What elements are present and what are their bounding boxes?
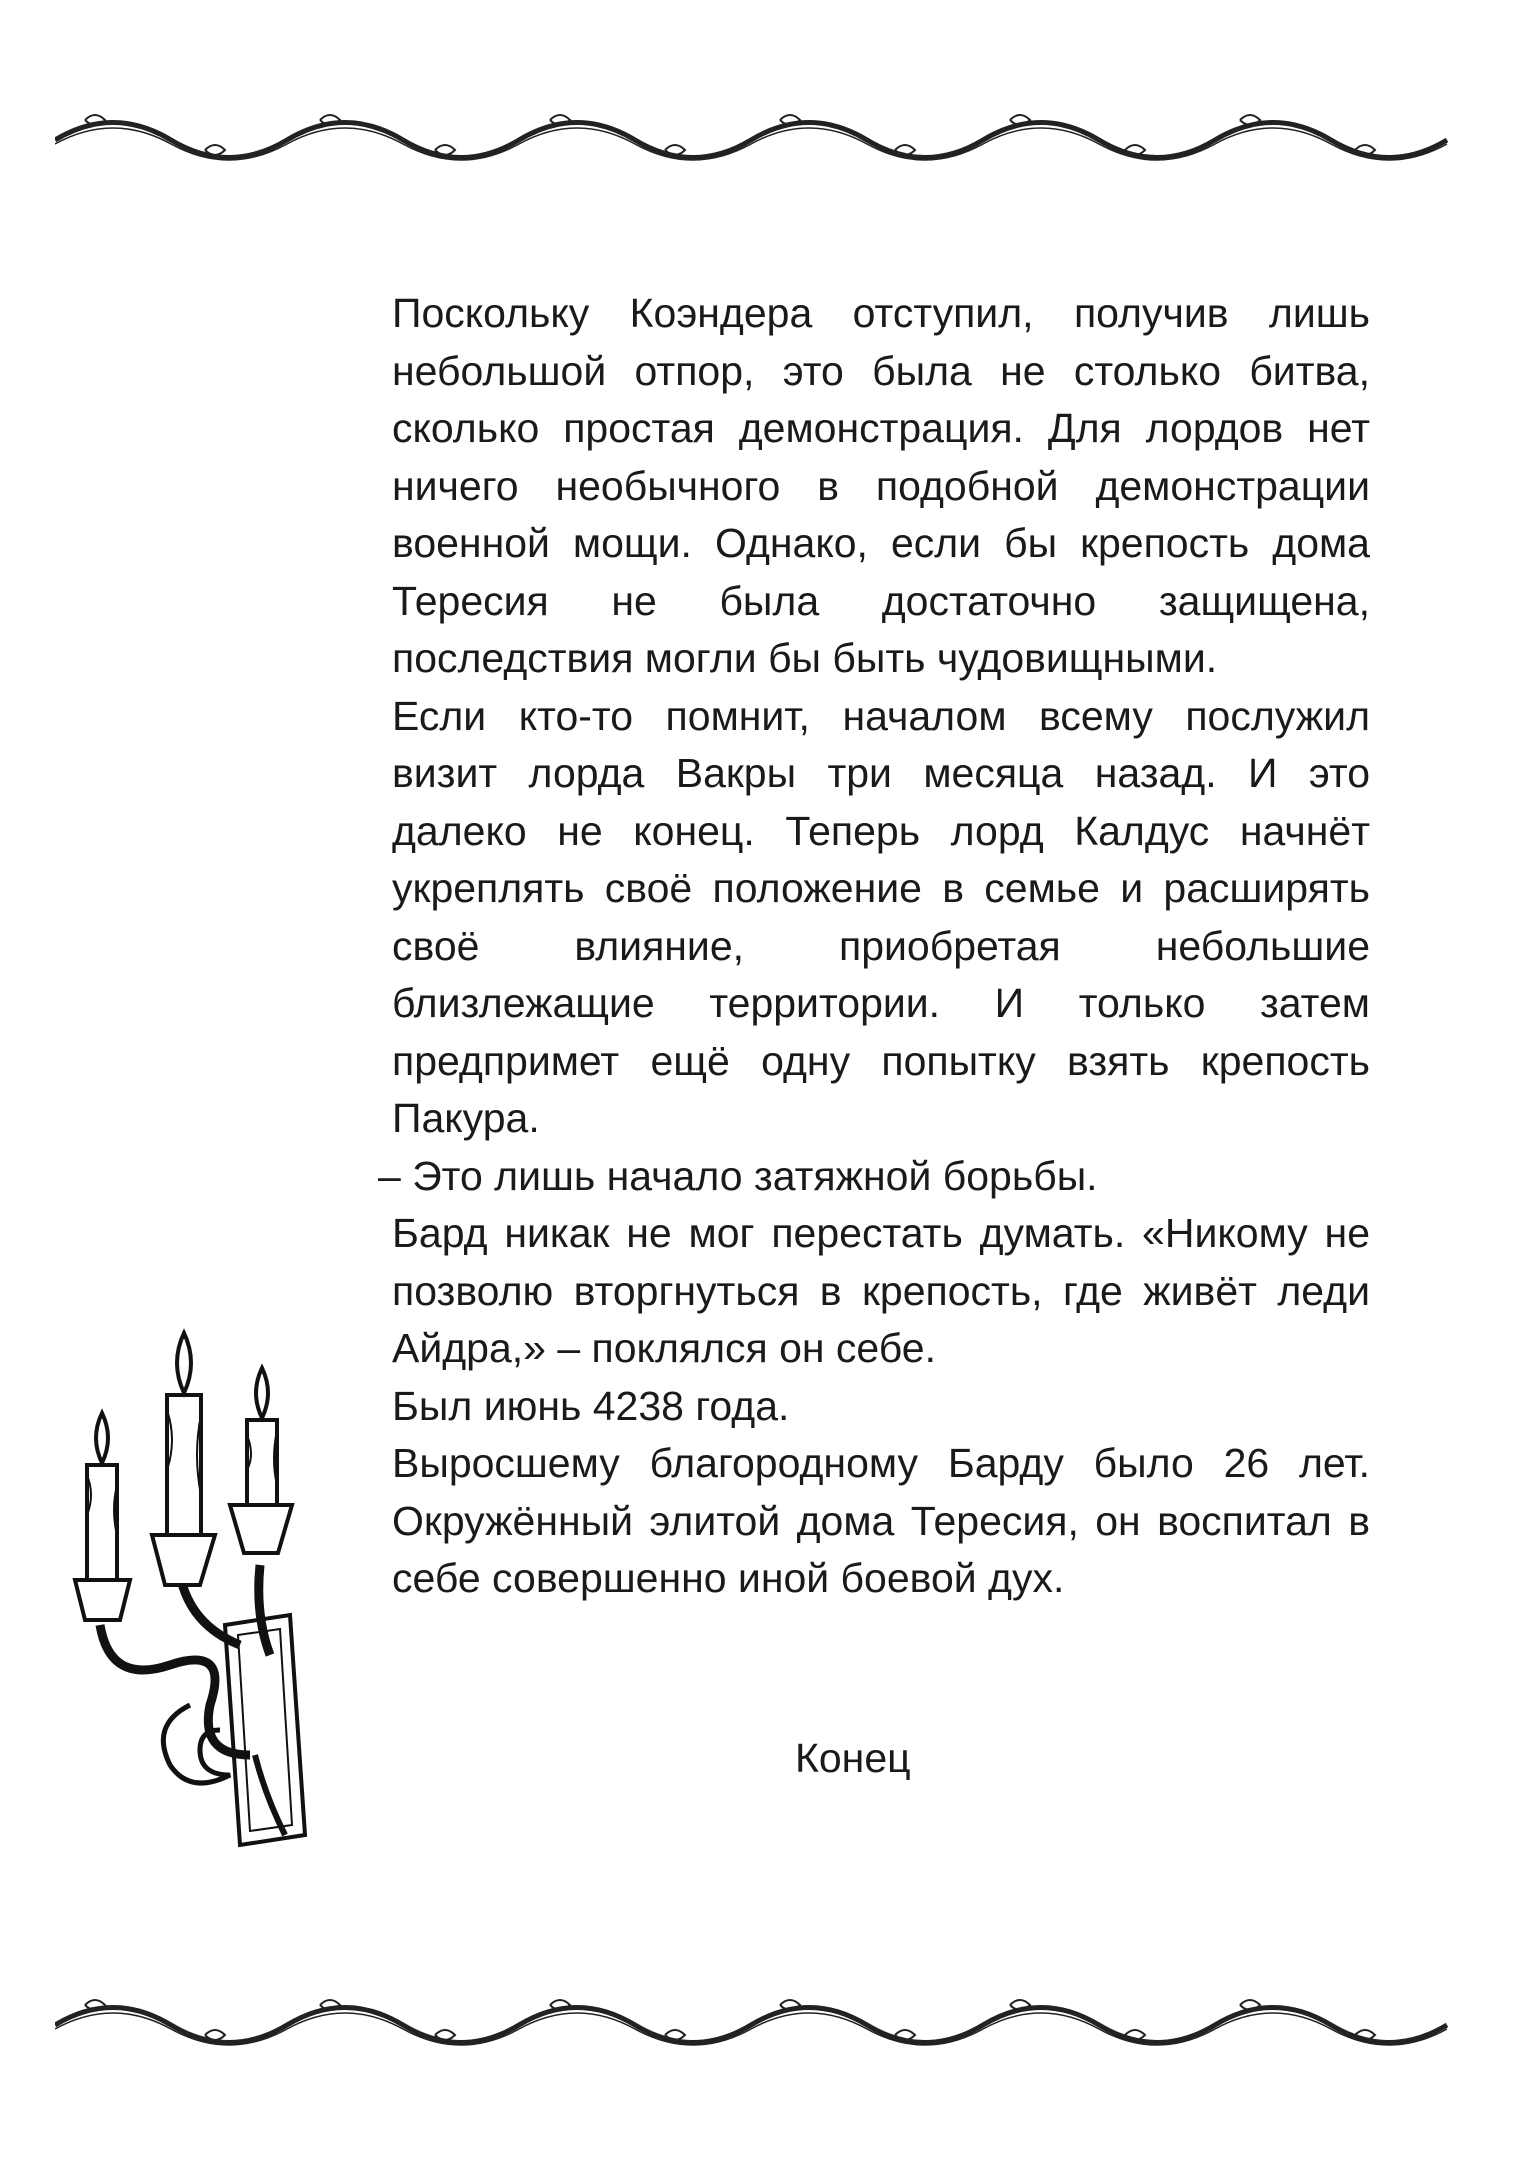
bottom-ornamental-border-icon xyxy=(55,1985,1455,2055)
paragraph-2: Если кто-то помнит, началом всему послужил визит лорда Вакры три месяца назад. И это далеко не конец. Теперь лорд Калдус начнёт укреплять своё положение в семье и расширять своё влияние, приобретая небольшие близлежащие территории. И только затем предпримет ещё одну попытку взять крепость Пакура. xyxy=(392,692,1370,1141)
story-text xyxy=(378,285,1370,1608)
candelabra-icon xyxy=(40,1325,310,1865)
ending-label: Конец xyxy=(795,1735,911,1781)
paragraph-5: Выросшему благородному Барду было 26 лет. Окружённый элитой дома Тересия, он воспитал в себе совершенно иной боевой дух. xyxy=(392,1440,1370,1601)
dialogue-line: – Это лишь начало затяжной борьбы. xyxy=(378,1152,1098,1199)
paragraph-4: Был июнь 4238 года. xyxy=(392,1382,790,1429)
paragraph-1: Поскольку Коэндера отступил, получив лишь небольшой отпор, это была не столько битва, сколько простая демонстрация. Для лордов нет ничего необычного в подобной демонстрации военной мощи. Однако, если бы крепость дома Тересия не была достаточно защищена, последствия могли бы быть чудовищными. xyxy=(392,290,1370,681)
top-ornamental-border-icon xyxy=(55,100,1455,170)
paragraph-3: Бард никак не мог перестать думать. «Никому не позволю вторгнуться в крепость, где живёт леди Айдра,» – поклялся он себе. xyxy=(392,1210,1370,1371)
